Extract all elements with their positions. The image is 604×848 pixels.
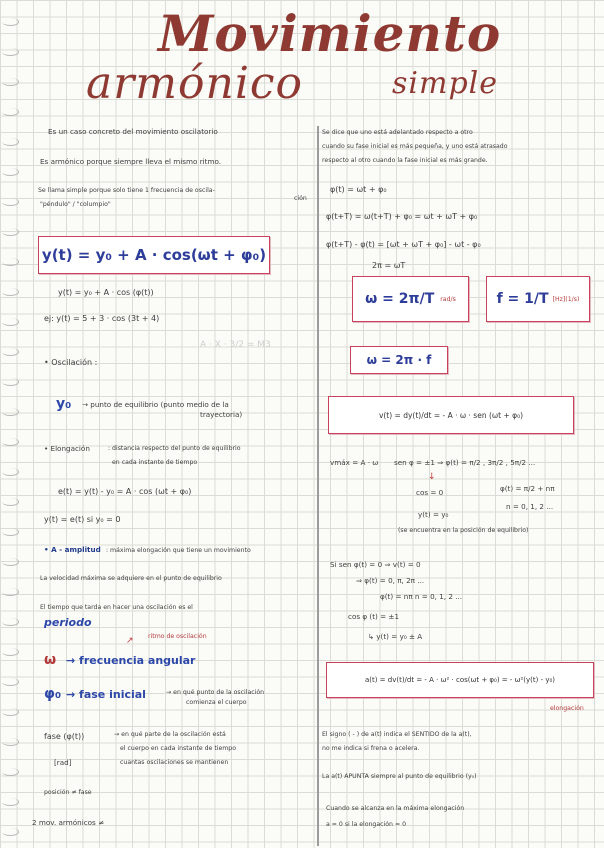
main-equation: y(t) = y₀ + A · cos(ωt + φ₀) [41,246,267,264]
intro-line-4: "péndulo" / "columpio" [40,201,111,208]
frequency-units: [Hz](1/s) [552,295,580,303]
n-values: n = 0, 1, 2 ... [506,502,554,511]
period-word: periodo [44,616,92,629]
advanced-line-3: respecto al otro cuando la fase inicial es más grande. [322,157,488,164]
velocity-box [328,396,574,434]
elongation-annotation: elongación [550,705,584,712]
equilibrium-note: (se encuentra en la posición de equilibrio) [398,527,529,534]
cos-zero: cos = 0 [416,488,444,497]
sen-zero-2: ⇒ φ(t) = 0, π, 2π ... [356,576,425,585]
intro-line-3: Se llama simple porque solo tiene 1 frecuencia de oscila- [38,187,215,194]
elongation-equation-2: y(t) = e(t) si y₀ = 0 [44,515,121,524]
fase-desc-1: → en qué parte de la oscilación está [114,731,226,738]
amplitude-label: • A - amplitud [44,545,101,554]
title-line3: simple [392,66,498,101]
elongation-desc-1: : distancia respecto del punto de equilibrio [108,445,241,452]
phi-pi-formula: φ(t) = π/2 + nπ [500,484,555,493]
acceleration-formula: a(t) = dv(t)/dt = - A · ω² · cos(ωt + φ₀) = - ω²(y(t) - y₀) [364,676,556,684]
elongation-label: • Elongación [44,444,90,453]
phase-equation-4: 2π = ωT [372,261,406,270]
omega-label: → frecuencia angular [66,654,196,667]
cos-pm-one: cos φ (t) = ±1 [348,612,400,621]
phi0-desc-2: comienza el cuerpo [186,699,247,706]
title-line2: armónico [86,58,304,109]
intro-line-2: Es armónico porque siempre lleva el mismo ritmo. [40,157,222,166]
phi0-desc-1: → en qué punto de la oscilación [166,689,265,696]
points-to-equilibrium: La a(t) APUNTA siempre al punto de equilibrio (y₀) [322,773,477,780]
omega-symbol: ω [44,652,57,668]
sen-zero-1: Si sen φ(t) = 0 ⇒ v(t) = 0 [330,560,421,569]
fase-desc-2: el cuerpo en cada instante de tiempo [120,745,237,752]
equation-phase-form: y(t) = y₀ + A · cos (φ(t)) [58,288,154,297]
rate-note: ritmo de oscilación [148,633,207,640]
sign-note-2: no me indica si frena o acelera. [322,745,420,752]
bottom-note-1: Cuando se alcanza en la máxima elongación [326,805,465,812]
y0-desc-2: trayectoria) [200,410,243,419]
period-text: El tiempo que tarda en hacer una oscilación es el [40,604,193,611]
y-pm-amplitude: ↳ y(t) = y₀ ± A [368,632,423,641]
oscillation-label: • Oscilación : [44,358,98,367]
bottom-note-2: a = 0 si la elongación = 0 [326,821,407,828]
faded-text: A · X · 3/2 = M3 [200,340,271,350]
y-equals-y0: y(t) = y₀ [418,510,449,519]
position-note: posición ≠ fase [44,789,92,796]
max-velocity-note: La velocidad máxima se adquiere en el punto de equilibrio [40,575,222,582]
bottom-note: 2 mov. armónicos ≠ [32,818,105,827]
vmax-formula: vmáx = A · ω [330,458,379,467]
rad-unit: [rad] [54,758,72,767]
frequency-box [486,276,590,322]
sign-note-1: El signo ( - ) de a(t) indica el SENTIDO de la a(t), [322,731,472,738]
frequency-formula: f = 1/T [496,291,549,307]
sen-one-formula: sen φ = ±1 ⇒ φ(t) = π/2 , 3π/2 , 5π/2 ... [394,458,536,467]
omega-2pif-box [350,346,448,374]
y0-desc-1: → punto de equilibrio (punto medio de la [82,400,229,409]
advanced-line-2: cuando su fase inicial es más pequeña, y uno está atrasado [322,143,508,150]
main-equation-box [38,236,270,274]
intro-line-1: Es un caso concreto del movimiento oscilatorio [48,127,218,136]
phi0-label: → fase inicial [66,688,146,701]
column-divider [317,126,319,846]
omega-period-formula: ω = 2π/T [365,291,435,307]
intro-line-3b: ción [294,195,307,202]
fase-label: fase (φ(t)) [44,732,85,741]
phase-equation-1: φ(t) = ωt + φ₀ [330,185,387,194]
omega-period-box [352,276,469,322]
y0-symbol: y₀ [56,396,72,412]
phi0-symbol: φ₀ [44,686,62,702]
velocity-formula: v(t) = dy(t)/dt = - A · ω · sen (ωt + φ₀) [378,410,524,420]
elongation-desc-2: en cada instante de tiempo [112,459,198,466]
rate-arrow: ↗ [126,636,134,646]
amplitude-desc: : máxima elongación que tiene un movimiento [106,547,251,554]
phase-equation-3: φ(t+T) - φ(t) = [ωt + ωT + φ₀] - ωt - φ₀ [326,240,481,249]
advanced-line-1: Se dice que uno está adelantado respecto a otro [322,129,473,136]
omega-2pif-formula: ω = 2π · f [366,353,432,367]
acceleration-box [326,662,594,698]
elongation-equation-1: e(t) = y(t) - y₀ = A · cos (ωt + φ₀) [58,487,192,496]
sen-zero-3: φ(t) = nπ n = 0, 1, 2 ... [380,592,463,601]
equation-example: ej: y(t) = 5 + 3 · cos (3t + 4) [44,314,160,323]
title-line1: Movimiento [158,4,502,63]
phase-equation-2: φ(t+T) = ω(t+T) + φ₀ = ωt + ωT + φ₀ [326,212,478,221]
omega-units: rad/s [440,295,456,303]
down-arrow-1: ↓ [428,472,436,482]
fase-desc-3: cuantas oscilaciones se mantienen [120,759,229,766]
